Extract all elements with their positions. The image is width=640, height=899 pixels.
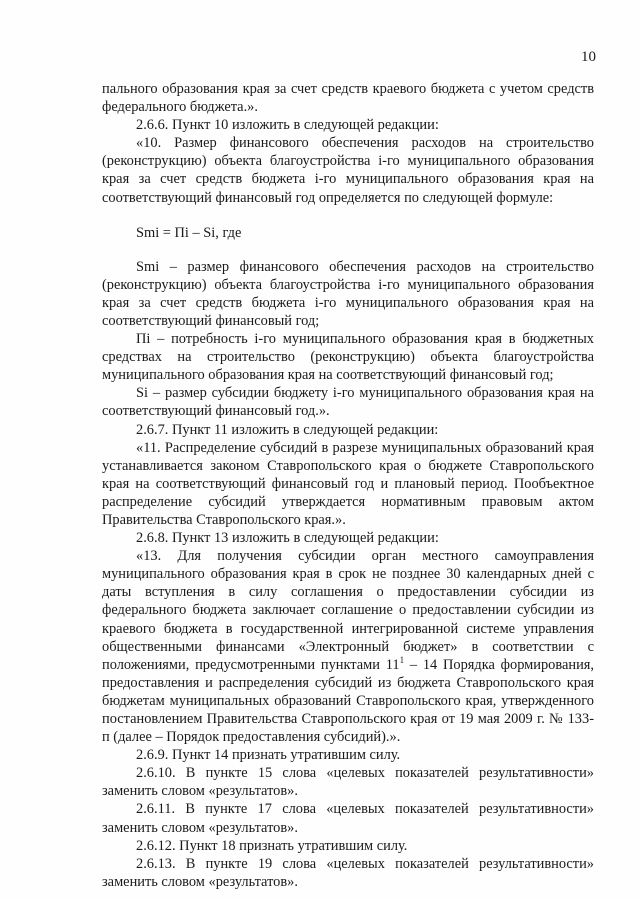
paragraph-2-6-12: 2.6.12. Пункт 18 признать утратившим силу. xyxy=(136,837,408,854)
paragraph-2-6-13: 2.6.13. В пункте 19 слова «целевых показателей результативности» заменить словом «результатов». xyxy=(102,855,594,890)
paragraph-clause-10: «10. Размер финансового обеспечения расходов на строительство (реконструкцию) объекта благоустройства i-го муниципального образования края за счет средств бюджета i-го муниципального образования края на соответствующий финансовый год определяется по следующей формуле: xyxy=(102,135,594,206)
paragraph-clause-11: «11. Распределение субсидий в разрезе муниципальных образований края устанавливается законом Ставропольского края о бюджете Ставропольского края на соответствующий финансовый год и плановый период. Пообъектное распределение субсидий утверждается нормативным правовым актом Правительства Ставропольского края.». xyxy=(102,439,594,528)
paragraph-continuation: пального образования края за счет средств краевого бюджета с учетом средств федерального бюджета.». xyxy=(102,81,594,116)
clause-13-text-start: «13. Для получения субсидии орган местного самоуправления муниципального образования края в срок не позднее 30 календарных дней с даты вступления в силу соглашения о предоставлении субсидии из федерального бюджета заключает соглашение о предоставлении субсидии из краевого бюджета в государственной интегрированной системе управления общественными финансами «Электронный бюджет» в соответствии с положениями, предусмотренными пунктами 11 xyxy=(102,548,594,673)
paragraph-pi-definition: Пi – потребность i-го муниципального образования края в бюджетных средствах на строительство (реконструкцию) объекта благоустройства муниципального образования края на соответствующий финансовый год; xyxy=(102,331,594,384)
superscript-1: 1 xyxy=(399,654,405,665)
paragraph-2-6-10: 2.6.10. В пункте 15 слова «целевых показателей результативности» заменить словом «результатов». xyxy=(102,765,594,800)
paragraph-smi-definition: Smi – размер финансового обеспечения расходов на строительство (реконструкцию) объекта благоустройства i-го муниципального образования края за счет средств бюджета i-го муниципального образования края на соответствующий финансовый год; xyxy=(102,258,594,329)
paragraph-2-6-7: 2.6.7. Пункт 11 изложить в следующей редакции: xyxy=(136,421,439,438)
paragraph-2-6-9: 2.6.9. Пункт 14 признать утратившим силу. xyxy=(136,747,401,764)
page-number: 10 xyxy=(581,49,596,65)
formula-text: Smi = Пi – Si, где xyxy=(136,224,242,241)
paragraph-2-6-6: 2.6.6. Пункт 10 изложить в следующей редакции: xyxy=(136,117,439,134)
paragraph-clause-13 xyxy=(102,547,594,746)
clause-13-text-end: – 14 Порядка формирования, предоставления и распределения субсидий из бюджета Ставропольского края бюджетам муниципальных образований Ставропольского края, утвержденного постановлением Правительства Ставропольского края от 19 мая 2009 г. № 133-п (далее – Порядок предоставления субсидий).». xyxy=(102,656,594,746)
formula xyxy=(136,224,594,242)
document-body xyxy=(102,80,594,891)
paragraph-si-definition: Si – размер субсидии бюджету i-го муниципального образования края на соответствующий финансовый год.». xyxy=(102,385,594,420)
paragraph-2-6-11: 2.6.11. В пункте 17 слова «целевых показателей результативности» заменить словом «результатов». xyxy=(102,801,594,836)
paragraph-2-6-8: 2.6.8. Пункт 13 изложить в следующей редакции: xyxy=(136,530,439,547)
